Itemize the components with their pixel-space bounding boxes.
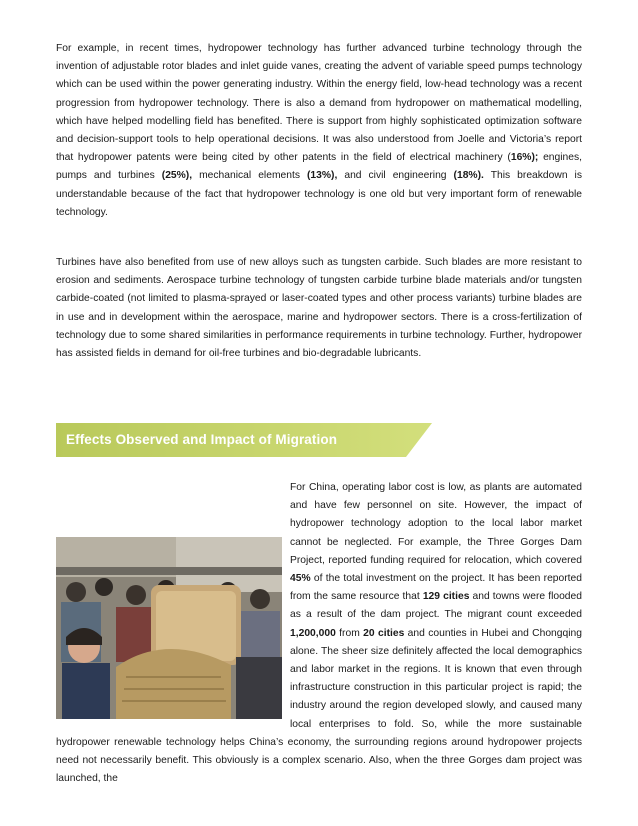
text-run: For China, operating labor cost is low, as plants are automated and have few personnel on site. However, the impact of hydropower technology adoption to the local labor market cannot be neglected. For example, the Three Gorges Dam Project, reported funding required for relocation, which covered	[290, 482, 582, 566]
section-heading: Effects Observed and Impact of Migration	[66, 432, 338, 447]
bold-stat-civil-engineering: (18%).	[453, 170, 484, 182]
text-run: engines, pumps and turbines	[56, 152, 582, 182]
text-run: For example, in recent times, hydropower technology has further advanced turbine technology through the invention of adjustable rotor blades and inlet guide vanes, creating the advent of variable speed pumps technology which can be used within the power generating industry. Within the energy field, low-head technology was a recent progression from hydropower technology. There is also a demand from hydropower on mathematical modelling, which have helped modelling field has benefited. There is support from highly sophisticated optimization software and decision-support tools to help operational decisions. It was also understood from Joelle and Victoria’s report that hydropower patents were being cited by other patents in the field of electrical machinery (	[56, 43, 582, 164]
bold-stat-flooded-cities: 129 cities	[422, 591, 470, 603]
bold-stat-migrant-count: 1,200,000	[290, 627, 336, 639]
crowd-photo	[56, 537, 282, 719]
text-run: This breakdown is understandable because of the fact that hydropower technology is one old but very important form of renewable technology.	[56, 170, 582, 218]
bold-stat-cities-counties: 20 cities	[363, 627, 405, 639]
text-run: mechanical elements	[192, 170, 307, 182]
text-run: and counties in Hubei and Chongqing alone. The sheer size definitely affected the local demographics and labor market in the regions. It is known that even through infrastructure construction in this particular project is rapid; the industry around the region developed slowly, and caused many local enterprises to fold. So, while the more sustainable hydropower renewable technology helps China’s economy, the surrounding regions around hydropower projects need not necessarily benefit. This obviously is a complex scenario. Also, when the three Gorges dam project was launched, the	[56, 627, 582, 785]
bold-stat-electrical-machinery: 16%);	[510, 152, 539, 164]
text-run: and civil engineering	[337, 170, 454, 182]
paragraph-turbine-technology	[56, 40, 582, 222]
text-run: and towns were flooded as a result of the dam project. The migrant count exceeded	[290, 591, 582, 621]
text-run: from	[335, 627, 364, 639]
paragraph-migration-impact	[56, 479, 582, 788]
crowd-photo-illustration	[56, 537, 282, 719]
bold-stat-mechanical-elements: (13%),	[307, 170, 338, 182]
bold-stat-engines-pumps-turbines: (25%),	[161, 170, 193, 182]
text-run: of the total investment on the project. It has been reported from the same resource that	[290, 573, 582, 603]
bold-stat-relocation-share: 45%	[290, 573, 311, 585]
paragraph-turbine-alloys: Turbines have also benefited from use of new alloys such as tungsten carbide. Such blades are more resistant to erosion and sediments. Aerospace turbine technology of tungsten carbide turbine blade materials and/or tungsten carbide-coated (not limited to plasma-sprayed or laser-coated types and other process variants) turbine blades are in use and in development within the aerospace, marine and hydropower sectors. There is a cross-fertilization of technology due to some shared similarities in performance requirements in turbine technology. Further, hydropower has assisted fields in demand for oil-free turbines and bio-degradable lubricants.	[56, 257, 582, 360]
section-heading-banner	[56, 423, 432, 457]
